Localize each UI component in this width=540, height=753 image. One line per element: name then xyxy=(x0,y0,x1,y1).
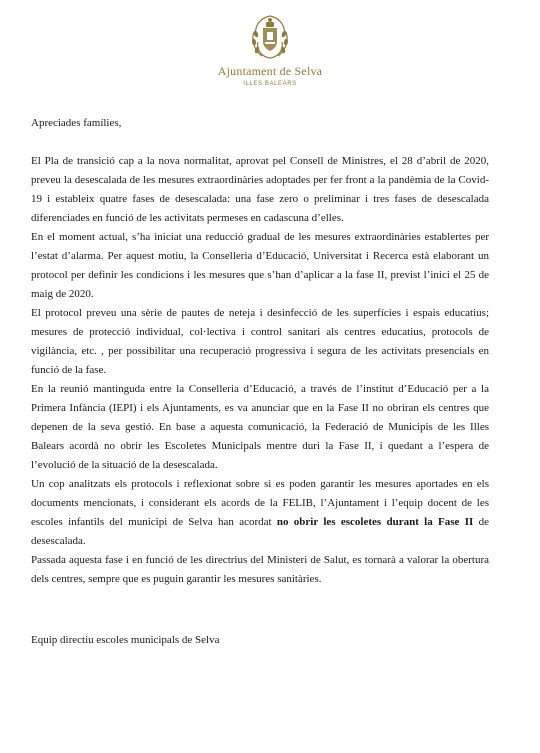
letterhead xyxy=(0,12,540,87)
paragraph-2: En el moment actual, s’ha iniciat una reducció gradual de les mesures extraordinàries establertes per l’estat d’alarma. Per aquest motiu, la Conselleria d’Educació, Universitat i Recerca està elaborant un protocol per definir les condicions i les mesures que s’han d’aplicar a la fase II, previst l’inici el 25 de maig de 2020. xyxy=(31,231,489,300)
paragraph-5 xyxy=(31,475,489,551)
paragraph-5-text: Un cop analitzats els protocols i reflexionat sobre si es poden garantir les mesures aportades en els documents mencionats, i considerant els acords de la FELIB, l’Ajuntament i l’equip docent de les escoles infantils del municipi de Selva han acordat xyxy=(31,478,489,528)
paragraph-1: El Pla de transició cap a la nova normalitat, aprovat pel Consell de Ministres, el 28 d’abril de 2020, preveu la desescalada de les mesures extraordinàries adoptades per fer front a la pandèmia de la Covid- 19 i estableix quatre fases de desescalada: una fase zero o preliminar i tres fases de desescalada diferenciades en funció de les activitats permeses en cadascuna d’elles. xyxy=(31,155,489,224)
paragraph-6: Passada aquesta fase i en funció de les directrius del Ministeri de Salut, es tornarà a valorar la obertura dels centres, sempre que es puguin garantir les mesures sanitàries. xyxy=(31,554,489,585)
decision-emphasis: no obrir les escoletes durant la Fase II xyxy=(276,516,474,528)
salutation: Apreciades famílies, xyxy=(31,117,122,129)
municipal-crest-icon xyxy=(248,12,292,62)
paragraph-5-tail: de desescalada. xyxy=(31,516,489,547)
letter-body xyxy=(31,114,489,661)
signature: Equip directiu escoles municipals de Selva xyxy=(31,634,220,646)
org-name: Ajuntament de Selva xyxy=(217,64,323,78)
org-subtitle: ILLES BALEARS xyxy=(243,81,297,87)
paragraph-3: El protocol preveu una sèrie de pautes de neteja i desinfecció de les superfícies i espais educatius; mesures de protecció individual, col·lectiva i control sanitari als centres educatius, protocols de vigilància, etc. , per possibilitar una recuperació progressiva i segura de les activitats presencials en funció de la fase. xyxy=(31,307,489,376)
paragraph-4: En la reunió mantinguda entre la Conselleria d’Educació, a través de l’institut d’Educació per a la Primera Infància (IEPI) i els Ajuntaments, es va anunciar que en la Fase II no obriran els centres que depenen de la seva gestió. En base a aquesta comunicació, la Federació de Municipis de les Illes Balears acordà no obrir les Escoletes Municipals mentre duri la Fase II, i quedant a l’espera de l’evolució de la situació de la desescalada. xyxy=(31,383,489,471)
